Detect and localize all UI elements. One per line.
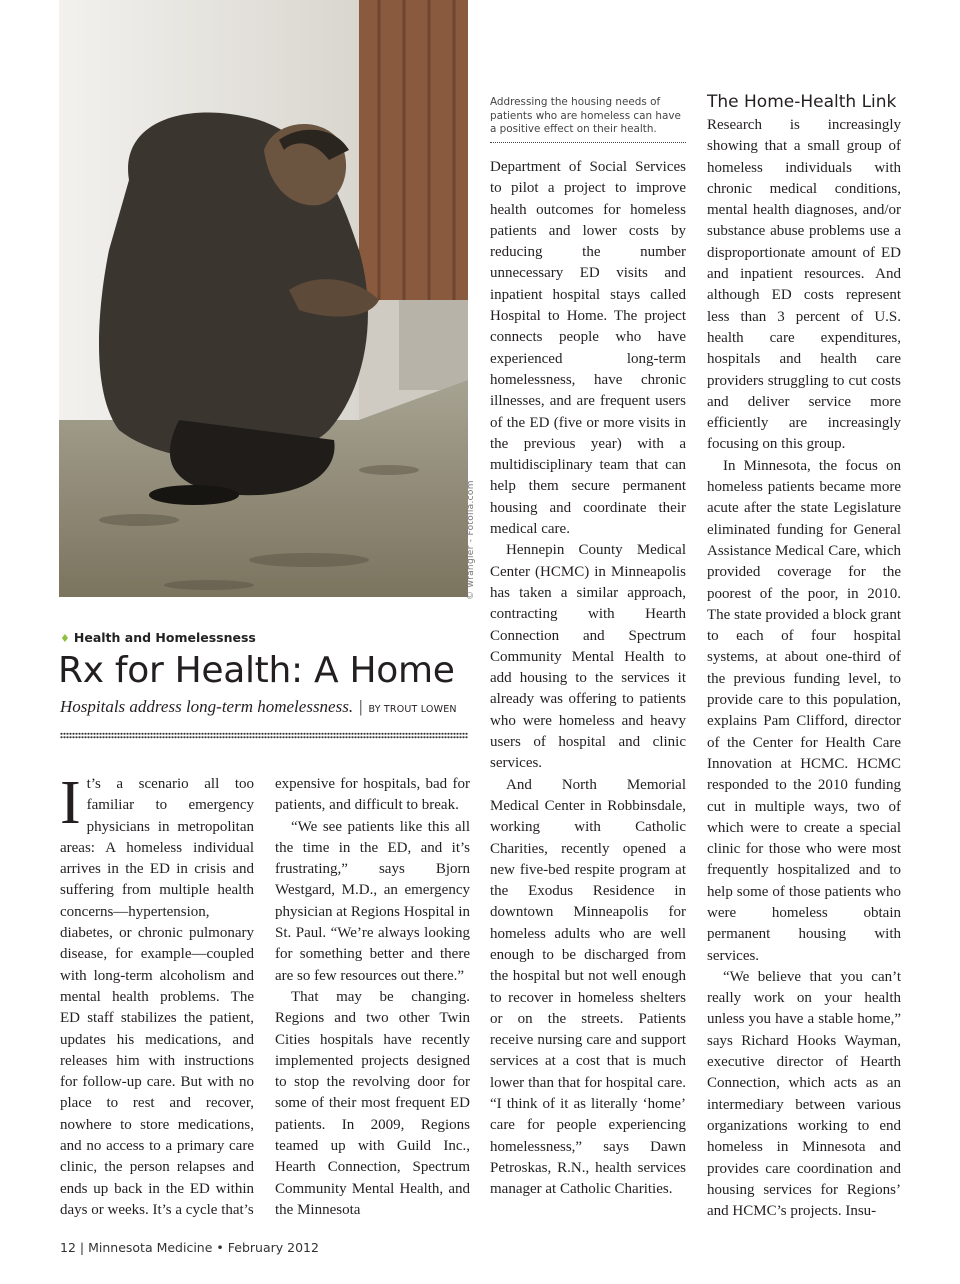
article-kicker <box>60 630 256 645</box>
deck-separator: | <box>359 697 363 716</box>
article-byline: BY TROUT LOWEN <box>368 704 457 715</box>
text-column-2 <box>275 774 470 1221</box>
photo-credit: © wrangler - Fotolia.com <box>466 480 476 600</box>
issue-date: February 2012 <box>227 1240 319 1255</box>
paragraph: “We believe that you can’t really work on your health unless you have a stable home,” says Richard Hooks Wayman, executive director of Hearth Connection, which acts as an intermediary between various organizations working to end homeless in Minnesota and provides care coordination and housing services for Regions’ and HCMC’s projects. Insu- <box>707 968 901 1220</box>
diamond-bullet-icon: ♦ <box>60 632 70 645</box>
paragraph: “We see patients like this all the time in the ED, and it’s frustrating,” says Bjorn Westgard, M.D., an emergency physician at Regions Hospital in St. Paul. “We’re always looking for something better and there are so few resources out there.” <box>275 818 470 984</box>
publication-name: Minnesota Medicine <box>88 1240 213 1255</box>
caption-divider <box>490 142 686 143</box>
paragraph: Department of Social Services to pilot a project to improve health outcomes for homeless patients and lower costs by reducing the number unnecessary ED visits and inpatient hospital stays called Hospital to Home. The project connects people who have experienced long-term homelessness, have chronic illnesses, and are frequent users of the ED (five or more visits in the previous year) with a multidisciplinary team that can help them secure permanent housing and coordinate their medical care. <box>490 159 686 538</box>
footer-separator: | <box>79 1240 85 1255</box>
article-title: Rx for Health: A Home <box>58 650 455 691</box>
section-subhead: The Home-Health Link <box>707 92 897 112</box>
paragraph: That may be changing. Regions and two other Twin Cities hospitals have recently implemented projects designed to stop the revolving door for some of their most frequent ED patients. In 2009, Regions teamed up with Guild Inc., Hearth Connection, Spectrum Community Mental Health, and the Minnesota <box>275 988 470 1218</box>
paragraph: In Minnesota, the focus on homeless patients became more acute after the state Legislature eliminated funding for General Assistance Medical Care, which provided coverage for the poorest of the poor, in 2010. The state provided a block grant to each of four hospital systems, at about one-third of the previous funding level, to provide care to this population, explains Pam Clifford, director of the Center for Health Care Innovation at HCMC. HCMC responded to the 2010 funding cut in multiple ways, two of which were to create a special clinic for those who were most frequently hospitalized and to help some of those patients who were homeless obtain permanent housing with services. <box>707 457 901 964</box>
page-footer <box>60 1240 319 1255</box>
text-column-4 <box>707 115 901 1222</box>
paragraph <box>60 769 254 1221</box>
photo-caption: Addressing the housing needs of patients who are homeless can have a positive effect on their health. <box>490 96 681 135</box>
text-column-3 <box>490 157 686 1201</box>
deck-text: Hospitals address long-term homelessness. <box>60 697 354 716</box>
text-column-1 <box>60 769 254 1221</box>
page-number: 12 <box>60 1240 76 1255</box>
footer-bullet: • <box>216 1240 224 1255</box>
paragraph: Hennepin County Medical Center (HCMC) in Minneapolis has taken a similar approach, contracting with Hearth Connection and Spectrum Community Mental Health to add housing to the services it already was offering to patients who were homeless and heavy users of hospital and clinic services. <box>490 542 686 772</box>
paragraph: expensive for hospitals, bad for patients, and difficult to break. <box>275 776 470 814</box>
article-deck <box>60 697 457 717</box>
drop-cap: I <box>60 769 81 837</box>
paragraph-text: t’s a scenario all too familiar to emergency physicians in metropolitan areas: A homeless individual arrives in the ED in crisis and suffering from multiple health concerns—hypertension, diabetes, or chronic pulmonary disease, for example—coupled with long-term alcoholism and mental health problems. The ED staff stabilizes the patient, updates his medications, and releases him with instructions for follow-up care. But with no place to rest and recover, nowhere to store medications, and no access to a primary care clinic, the person relapses and ends up back in the ED within days or weeks. It’s a cycle that’s <box>60 776 254 1218</box>
photo-step <box>399 300 468 390</box>
paragraph: And North Memorial Medical Center in Robbinsdale, working with Catholic Charities, recently opened a new five-bed respite program at the Exodus Residence in downtown Minneapolis for homeless adults who are well enough to be discharged from the hospital but not well enough to recover in homeless shelters or on the streets. Patients receive nursing care and support services at a cost that is much lower than that for hospital care. “I think of it as literally ‘home’ care for people experiencing homelessness,” says Dawn Petroskas, R.N., health services manager at Catholic Charities. <box>490 776 686 1198</box>
article-photo <box>59 0 468 597</box>
paragraph: Research is increasingly showing that a small group of homeless individuals with chronic medical conditions, mental health diagnoses, and/or substance abuse problems use a disproportionate amount of ED and inpatient resources. And although ED costs represent less than 3 percent of U.S. health care expenditures, hospitals and health care providers struggling to cut costs and deliver service more efficiently are increasingly focusing on this group. <box>707 117 901 453</box>
photo-door <box>359 0 468 300</box>
dotted-divider <box>60 732 468 739</box>
kicker-text: Health and Homelessness <box>73 630 256 645</box>
photo-illustration <box>59 0 468 597</box>
